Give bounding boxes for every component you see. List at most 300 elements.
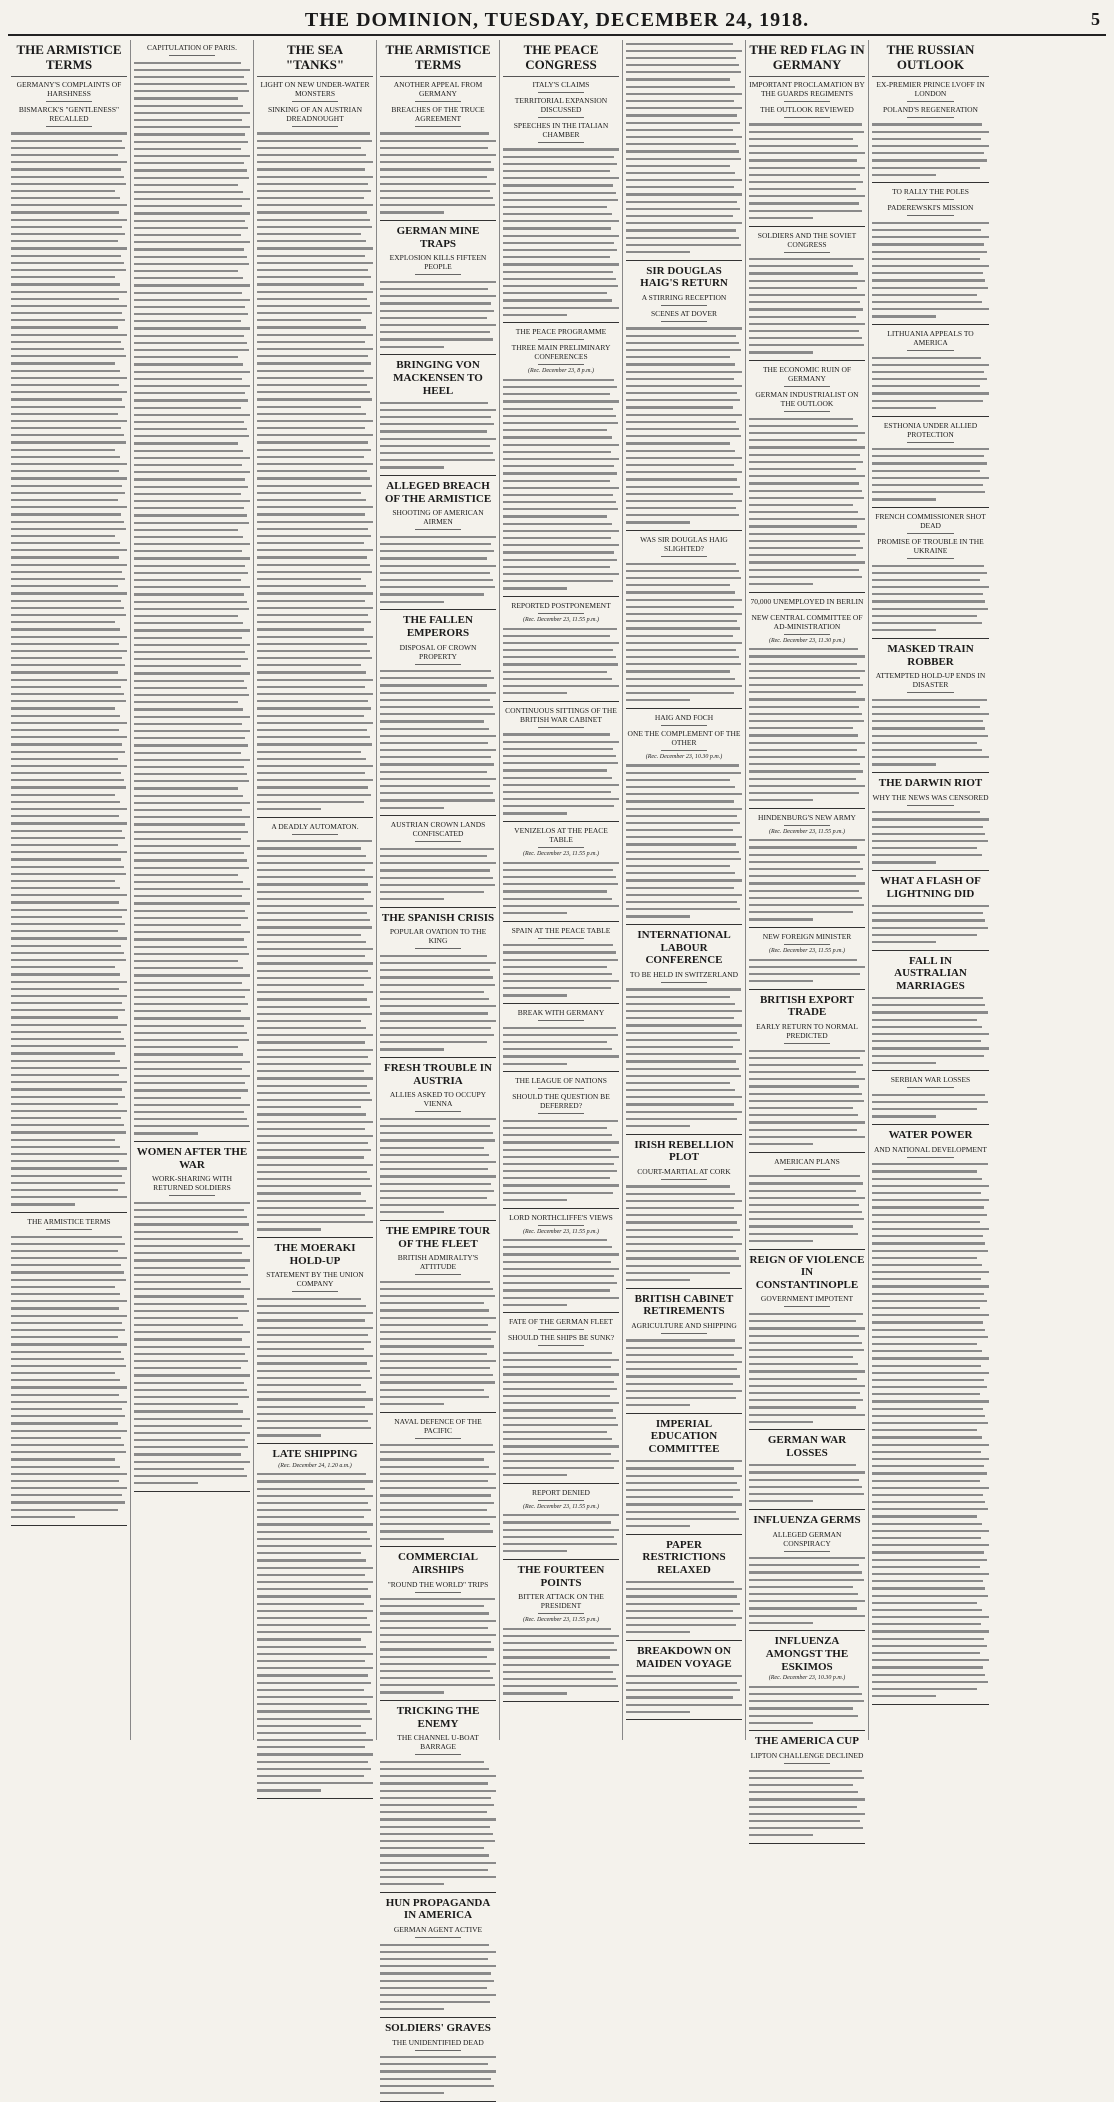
text-line (11, 590, 127, 597)
text-line (872, 584, 989, 591)
text-line (134, 533, 250, 540)
article-separator (503, 701, 619, 702)
text-line (872, 1470, 989, 1477)
headline: MASKED TRAIN ROBBER (887, 642, 974, 668)
headline: INTERNATIONAL LABOUR CONFERENCE (637, 929, 731, 967)
text-line (257, 317, 373, 324)
text-line (134, 993, 250, 1000)
news-column (623, 40, 746, 1740)
divider (415, 1274, 461, 1275)
text-line (134, 1235, 250, 1242)
article (749, 43, 865, 227)
divider (907, 805, 954, 806)
text-line (134, 835, 250, 842)
text-line (134, 289, 250, 296)
text-line (626, 567, 742, 574)
article-body (872, 902, 989, 945)
text-line (257, 1679, 373, 1686)
text-line (626, 603, 742, 610)
text-line (134, 1278, 250, 1285)
text-line (626, 1219, 742, 1226)
text-line (11, 511, 127, 518)
text-line (257, 1650, 373, 1657)
text-line (11, 1071, 127, 1078)
text-line (380, 1809, 496, 1816)
subheadline: ONE THE COMPLEMENT OF THE OTHER (627, 728, 741, 747)
article-separator (503, 821, 619, 822)
text-line (380, 1535, 496, 1542)
text-line (503, 1060, 619, 1067)
text-line (626, 812, 742, 819)
text-line (11, 741, 127, 748)
text-line (503, 420, 619, 427)
text-line (257, 252, 373, 259)
text-line (749, 753, 865, 760)
subheadline: BREAK WITH GERMANY (517, 1008, 605, 1018)
text-line (380, 1970, 496, 1977)
text-line (380, 584, 496, 591)
text-line (11, 1384, 127, 1391)
text-line (380, 457, 496, 464)
text-line (380, 1194, 496, 1201)
text-line (872, 732, 989, 739)
text-line (134, 907, 250, 914)
text-line (503, 153, 619, 160)
article-body (380, 668, 496, 812)
text-line (11, 712, 127, 719)
text-line (749, 501, 865, 508)
text-line (11, 1355, 127, 1362)
text-line (749, 214, 865, 221)
text-line (380, 399, 496, 406)
subheadline: GERMAN INDUSTRIALIST ON THE OUTLOOK (755, 390, 859, 409)
text-line (626, 841, 742, 848)
text-line (134, 490, 250, 497)
text-line (626, 827, 742, 834)
text-line (11, 195, 127, 202)
text-line (749, 667, 865, 674)
text-line (749, 725, 865, 732)
text-line (257, 576, 373, 583)
text-line (872, 1297, 989, 1304)
text-line (749, 516, 865, 523)
text-line (380, 1336, 496, 1343)
text-line (626, 863, 742, 870)
text-line (134, 339, 250, 346)
text-line (749, 1789, 865, 1796)
text-line (503, 1357, 619, 1364)
text-line (134, 1458, 250, 1465)
text-line (11, 856, 127, 863)
text-line (626, 361, 742, 368)
text-line (380, 1039, 496, 1046)
text-line (257, 924, 373, 931)
text-line (11, 1179, 127, 1186)
text-line (134, 253, 250, 260)
article-body (749, 1462, 865, 1505)
text-line (257, 640, 373, 647)
text-line (134, 1108, 250, 1115)
text-line (626, 762, 742, 769)
text-line (134, 878, 250, 885)
text-line (872, 1240, 989, 1247)
article-body (257, 1295, 373, 1439)
text-line (380, 1610, 496, 1617)
text-line (626, 805, 742, 812)
text-line (749, 1310, 865, 1317)
text-line (626, 1058, 742, 1065)
text-line (11, 245, 127, 252)
text-line (11, 1341, 127, 1348)
article-body (626, 1672, 742, 1715)
text-line (503, 1349, 619, 1356)
divider (907, 558, 954, 559)
text-line (749, 573, 865, 580)
text-line (503, 661, 619, 668)
article (503, 1317, 619, 1483)
headline: INFLUENZA AMONGST THE ESKIMOS (765, 1635, 849, 1673)
text-line (134, 1051, 250, 1058)
text-line (380, 874, 496, 881)
article (11, 1217, 127, 1526)
text-line (626, 62, 742, 69)
text-line (257, 532, 373, 539)
text-line (503, 470, 619, 477)
text-line (380, 1830, 496, 1837)
article (626, 265, 742, 532)
text-line (749, 956, 865, 963)
text-line (626, 1123, 742, 1130)
text-line (257, 338, 373, 345)
text-line (257, 1118, 373, 1125)
text-line (749, 1705, 865, 1712)
article (749, 365, 865, 593)
text-line (134, 1029, 250, 1036)
text-line (257, 410, 373, 417)
divider (538, 1329, 584, 1330)
text-line (749, 1173, 865, 1180)
text-line (380, 322, 496, 329)
text-line (626, 512, 742, 519)
text-line (872, 1276, 989, 1283)
divider (538, 1113, 584, 1114)
text-line (134, 454, 250, 461)
text-line (626, 220, 742, 227)
text-line (257, 331, 373, 338)
text-line (380, 754, 496, 761)
text-line (749, 1361, 865, 1368)
text-line (257, 1132, 373, 1139)
article (872, 512, 989, 639)
headline: INFLUENZA GERMS (753, 1513, 861, 1526)
news-column (8, 40, 131, 1740)
text-line (503, 1661, 619, 1668)
text-line (380, 1794, 496, 1801)
text-line (749, 313, 865, 320)
text-line (749, 1083, 865, 1090)
text-line (626, 1108, 742, 1115)
text-line (257, 755, 373, 762)
text-line (872, 219, 989, 226)
text-line (11, 137, 127, 144)
text-line (626, 1515, 742, 1522)
article-separator (872, 870, 989, 871)
text-line (503, 189, 619, 196)
text-line (134, 936, 250, 943)
text-line (749, 157, 865, 164)
divider (784, 1306, 830, 1307)
text-line (749, 674, 865, 681)
text-line (134, 361, 250, 368)
text-line (134, 239, 250, 246)
text-line (503, 384, 619, 391)
text-line (503, 690, 619, 697)
text-line (503, 391, 619, 398)
text-line (749, 1612, 865, 1619)
text-line (257, 374, 373, 381)
text-line (749, 580, 865, 587)
text-line (257, 1543, 373, 1550)
text-line (380, 209, 496, 216)
text-line (380, 1485, 496, 1492)
subheadline: BISMARCK'S "GENTLENESS" RECALLED (18, 104, 120, 123)
text-line (11, 1370, 127, 1377)
article-body (257, 1471, 373, 1794)
article-body (380, 2054, 496, 2097)
text-line (872, 481, 989, 488)
article-body (872, 809, 989, 867)
text-line (11, 310, 127, 317)
text-line (503, 1031, 619, 1038)
text-line (626, 1094, 742, 1101)
text-line (626, 1358, 742, 1365)
text-line (749, 844, 865, 851)
text-line (257, 1550, 373, 1557)
text-line (257, 245, 373, 252)
text-line (257, 726, 373, 733)
subheadline: PADEREWSKI'S MISSION (887, 203, 974, 213)
text-line (503, 647, 619, 654)
text-line (626, 483, 742, 490)
text-line (134, 1379, 250, 1386)
dateline: (Rec. December 23, 11.55 p.m.) (522, 1617, 600, 1624)
text-line (872, 1225, 989, 1232)
news-column (746, 40, 869, 1761)
text-line (134, 1365, 250, 1372)
text-line (503, 268, 619, 275)
article-separator (503, 322, 619, 323)
text-line (380, 967, 496, 974)
article-body (257, 838, 373, 1233)
text-line (257, 1751, 373, 1758)
text-line (872, 1606, 989, 1613)
text-line (503, 1654, 619, 1661)
text-line (257, 1622, 373, 1629)
text-line (257, 1571, 373, 1578)
text-line (11, 281, 127, 288)
text-line (503, 203, 619, 210)
text-line (380, 1442, 496, 1449)
text-line (380, 761, 496, 768)
text-line (11, 568, 127, 575)
text-line (872, 1204, 989, 1211)
text-line (503, 632, 619, 639)
article (872, 43, 989, 183)
text-line (503, 585, 619, 592)
subheadline: FATE OF THE GERMAN FLEET (509, 1317, 613, 1327)
text-line (257, 866, 373, 873)
text-line (503, 956, 619, 963)
text-line (872, 1427, 989, 1434)
text-line (134, 59, 250, 66)
text-line (872, 489, 989, 496)
text-line (257, 583, 373, 590)
article-separator (872, 182, 989, 183)
text-line (503, 218, 619, 225)
text-line (626, 776, 742, 783)
text-line (872, 852, 989, 859)
text-line (749, 1810, 865, 1817)
text-line (380, 739, 496, 746)
article (872, 329, 989, 417)
text-line (626, 205, 742, 212)
text-line (872, 1420, 989, 1427)
text-line (872, 376, 989, 383)
text-line (380, 1130, 496, 1137)
text-line (257, 1104, 373, 1111)
text-line (872, 404, 989, 411)
text-line (134, 771, 250, 778)
text-line (749, 335, 865, 342)
text-line (380, 314, 496, 321)
subheadline: ESTHONIA UNDER ALLIED PROTECTION (883, 420, 978, 439)
text-line (503, 549, 619, 556)
text-line (257, 295, 373, 302)
article (380, 1705, 496, 1893)
text-line (11, 187, 127, 194)
article-separator (626, 708, 742, 709)
text-line (11, 1115, 127, 1122)
text-line (11, 1240, 127, 1247)
text-line (380, 336, 496, 343)
text-line (749, 909, 865, 916)
text-line (11, 906, 127, 913)
article (257, 1242, 373, 1444)
text-line (257, 1485, 373, 1492)
text-line (257, 1161, 373, 1168)
text-line (380, 1470, 496, 1477)
text-line (749, 437, 865, 444)
article (503, 327, 619, 597)
text-line (503, 1371, 619, 1378)
text-line (11, 446, 127, 453)
text-line (134, 1130, 250, 1137)
text-line (257, 266, 373, 273)
article-separator (749, 927, 865, 928)
text-line (749, 703, 865, 710)
text-line (380, 159, 496, 166)
text-line (11, 173, 127, 180)
subheadline: CAPITULATION OF PARIS. (147, 43, 237, 52)
text-line (626, 1269, 742, 1276)
text-line (503, 434, 619, 441)
article-body (503, 859, 619, 917)
text-line (872, 1059, 989, 1066)
text-line (872, 569, 989, 576)
text-line (380, 2068, 496, 2075)
text-line (11, 698, 127, 705)
divider (661, 982, 707, 983)
text-line (749, 458, 865, 465)
text-line (503, 1378, 619, 1385)
text-line (749, 509, 865, 516)
text-line (257, 859, 373, 866)
text-line (872, 306, 989, 313)
text-line (626, 898, 742, 905)
text-line (134, 1214, 250, 1221)
text-line (11, 726, 127, 733)
text-line (380, 576, 496, 583)
text-line (872, 917, 989, 924)
text-line (872, 1556, 989, 1563)
text-line (872, 1441, 989, 1448)
text-line (134, 706, 250, 713)
text-line (11, 1100, 127, 1107)
text-line (872, 164, 989, 171)
text-line (380, 1293, 496, 1300)
article-body (503, 1024, 619, 1067)
text-line (626, 105, 742, 112)
text-line (626, 582, 742, 589)
text-line (380, 1202, 496, 1209)
text-line (503, 455, 619, 462)
text-line (872, 496, 989, 503)
text-line (503, 160, 619, 167)
text-line (503, 570, 619, 577)
text-line (134, 1422, 250, 1429)
text-line (134, 1415, 250, 1422)
text-line (872, 620, 989, 627)
text-line (11, 669, 127, 676)
text-line (380, 768, 496, 775)
text-line (134, 476, 250, 483)
text-line (380, 195, 496, 202)
text-line (134, 627, 250, 634)
text-line (626, 1226, 742, 1233)
text-line (503, 1294, 619, 1301)
text-line (257, 1061, 373, 1068)
text-line (503, 542, 619, 549)
text-line (503, 1258, 619, 1265)
divider (907, 1157, 954, 1158)
text-line (257, 1168, 373, 1175)
text-line (749, 782, 865, 789)
text-line (11, 1470, 127, 1477)
text-line (626, 1262, 742, 1269)
text-line (749, 1583, 865, 1590)
text-line (749, 1325, 865, 1332)
text-line (626, 855, 742, 862)
divider (415, 1592, 461, 1593)
subheadline: POLAND'S REGENERATION (883, 104, 978, 114)
text-line (626, 791, 742, 798)
text-line (134, 102, 250, 109)
text-line (872, 830, 989, 837)
divider (784, 101, 830, 102)
text-line (749, 1209, 865, 1216)
text-line (503, 1182, 619, 1189)
article-body (503, 625, 619, 697)
